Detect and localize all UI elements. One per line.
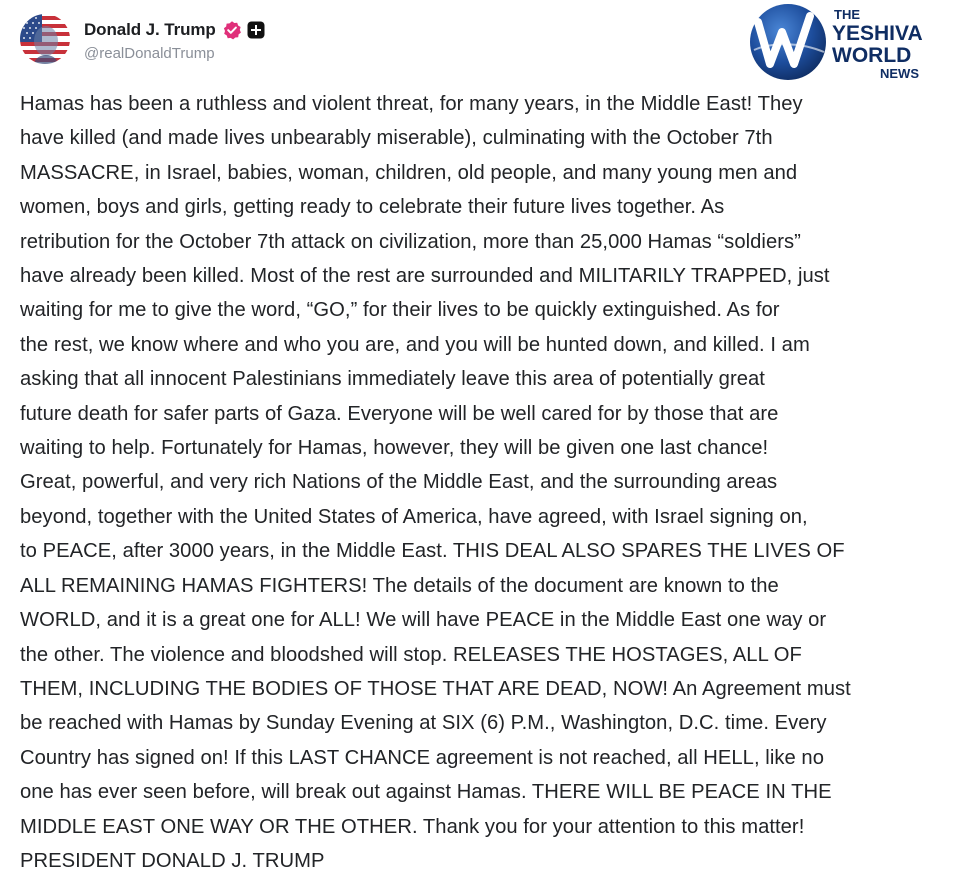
logo-line-news: NEWS bbox=[880, 66, 919, 81]
yeshiva-world-news-logo-icon bbox=[748, 2, 944, 84]
author-handle[interactable]: @realDonaldTrump bbox=[84, 44, 215, 62]
post-header bbox=[20, 12, 265, 66]
plus-square-icon[interactable] bbox=[247, 21, 265, 39]
logo-line-yeshiva: YESHIVA bbox=[832, 22, 923, 45]
logo-line-the: THE bbox=[834, 7, 860, 22]
name-row bbox=[84, 17, 265, 43]
yeshiva-world-news-watermark bbox=[748, 2, 944, 84]
post-body-text: Hamas has been a ruthless and violent threat, for many years, in the Middle East! They have killed (and made lives unbearably miserable), culminating with the October 7th MASSACRE, in Israel, babies, woman, children, old people, and many young men and women, boys and girls, getting ready to celebrate their future lives together. As retribution for the October 7th attack on civilization, more than 25,000 Hamas “soldiers” have already been killed. Most of the rest are surrounded and MILITARILY TRAPPED, just waiting for me to give the word, “GO,” for their lives to be quickly extinguished. As for the rest, we know where and who you are, and you will be hunted down, and killed. I am asking that all innocent Palestinians immediately leave this area of potentially great future death for safer parts of Gaza. Everyone will be well cared for by those that are waiting to help. Fortunately for Hamas, however, they will be given one last chance! Great, powerful, and very rich Nations of the Middle East, and the surrounding areas beyond, together with the United States of America, have agreed, with Israel signing on, to PEACE, after 3000 years, in the Middle East. THIS DEAL ALSO SPARES THE LIVES OF ALL REMAINING HAMAS FIGHTERS! The details of the document are known to the WORLD, and it is a great one for ALL! We will have PEACE in the Middle East one way or the other. The violence and bloodshed will stop. RELEASES THE HOSTAGES, ALL OF THEM, INCLUDING THE BODIES OF THOSE THAT ARE DEAD, NOW! An Agreement must be reached with Hamas by Sunday Evening at SIX (6) P.M., Washington, D.C. time. Every Country has signed on! If this LAST CHANCE agreement is not reached, all HELL, like no one has ever seen before, will break out against Hamas. THERE WILL BE PEACE IN THE MIDDLE EAST ONE WAY OR THE OTHER. Thank you for your attention to this matter! PRESIDENT DONALD J. TRUMP bbox=[20, 93, 851, 872]
logo-line-world: WORLD bbox=[832, 44, 912, 67]
author-block bbox=[84, 17, 265, 62]
flag-portrait-avatar-icon bbox=[20, 14, 70, 64]
avatar[interactable] bbox=[20, 14, 70, 64]
verified-badge-icon bbox=[222, 20, 242, 40]
author-name[interactable]: Donald J. Trump bbox=[84, 19, 216, 39]
